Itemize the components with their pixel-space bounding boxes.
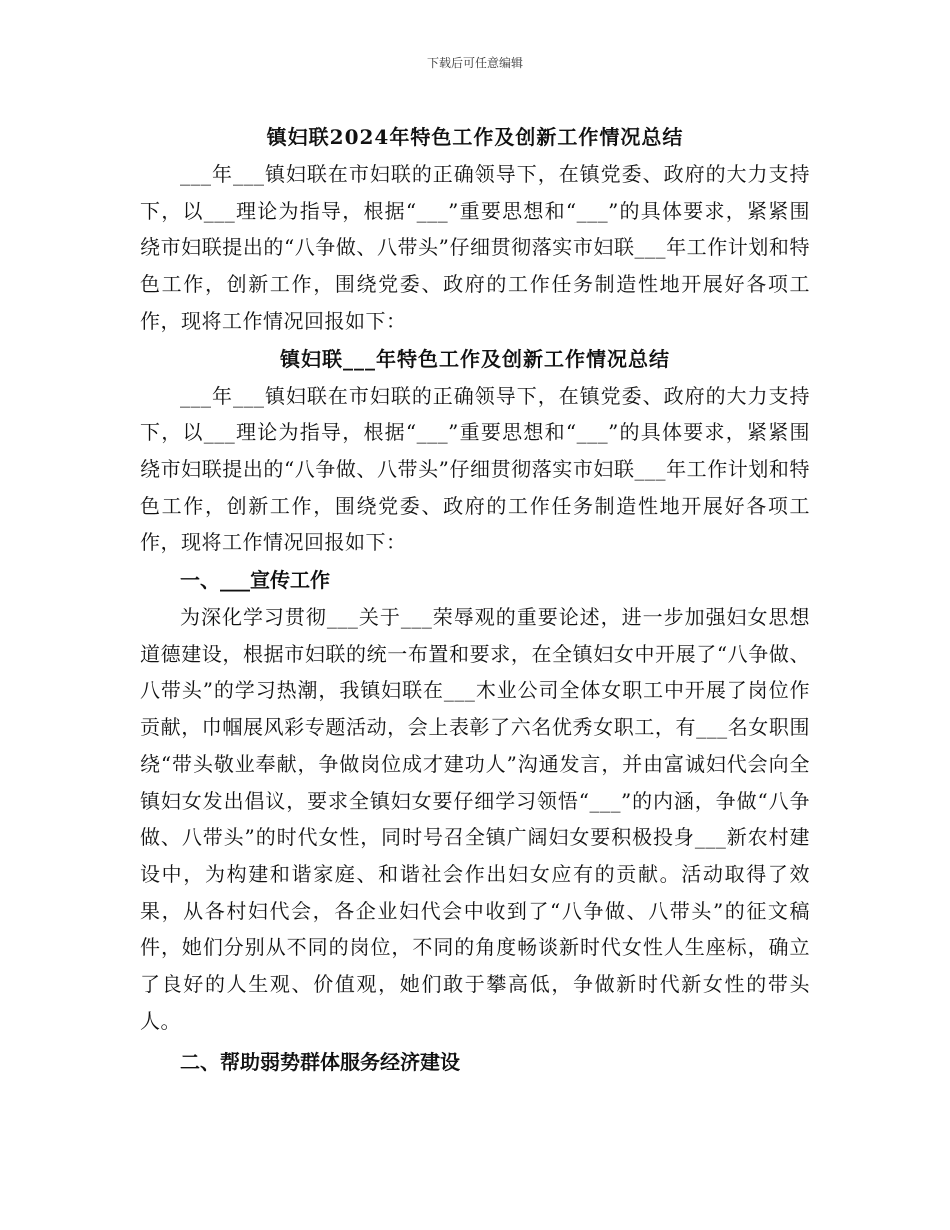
intro-paragraph-1: ___年___镇妇联在市妇联的正确领导下，在镇党委、政府的大力支持下，以___理论为指导，根据“___”重要思想和“___”的具体要求，紧紧围绕市妇联提出的“八争做、八带头”仔细贯彻落实市妇联___年工作计划和特色工作，创新工作，围绕党委、政府的工作任务制造性地开展好各项工作，现将工作情况回报如下： — [140, 162, 810, 333]
document-title-1: 镇妇联2024年特色工作及创新工作情况总结 — [266, 125, 684, 149]
document-title-2: 镇妇联___年特色工作及创新工作情况总结 — [280, 346, 670, 371]
section-1-body: 为深化学习贯彻___关于___荣辱观的重要论述，进一步加强妇女思想道德建设，根据市妇联的统一布置和要求，在全镇妇女中开展了“八争做、八带头”的学习热潮，我镇妇联在___木业公司全体女职工中开展了岗位作贡献，巾帼展风彩专题活动，会上表彰了六名优秀女职工，有___名女职围绕“带头敬业奉献，争做岗位成才建功人”沟通发言，并由富诚妇代会向全镇妇女发出倡议，要求全镇妇女要仔细学习领悟“___”的内涵，争做“八争做、八带头”的时代女性，同时号召全镇广阔妇女要积极投身___新农村建设中，为构建和谐家庭、和谐社会作出妇女应有的贡献。活动取得了效果，从各村妇代会，各企业妇代会中收到了“八争做、八带头”的征文稿件，她们分别从不同的岗位，不同的角度畅谈新时代女性人生座标，确立了良好的人生观、价值观，她们敢于攀高低，争做新时代新女性的带头人。 — [140, 605, 810, 1033]
intro-paragraph-2: ___年___镇妇联在市妇联的正确领导下，在镇党委、政府的大力支持下，以___理论为指导，根据“___”重要思想和“___”的具体要求，紧紧围绕市妇联提出的“八争做、八带头”仔细贯彻落实市妇联___年工作计划和特色工作，创新工作，围绕党委、政府的工作任务制造性地开展好各项工作，现将工作情况回报如下： — [140, 383, 810, 555]
section-2-heading: 二、帮助弱势群体服务经济建设 — [180, 1050, 460, 1075]
document-page — [140, 118, 810, 1081]
page-header-note: 下载后可任意编辑 — [426, 56, 523, 70]
section-1-heading: 一、___宣传工作 — [180, 568, 330, 593]
